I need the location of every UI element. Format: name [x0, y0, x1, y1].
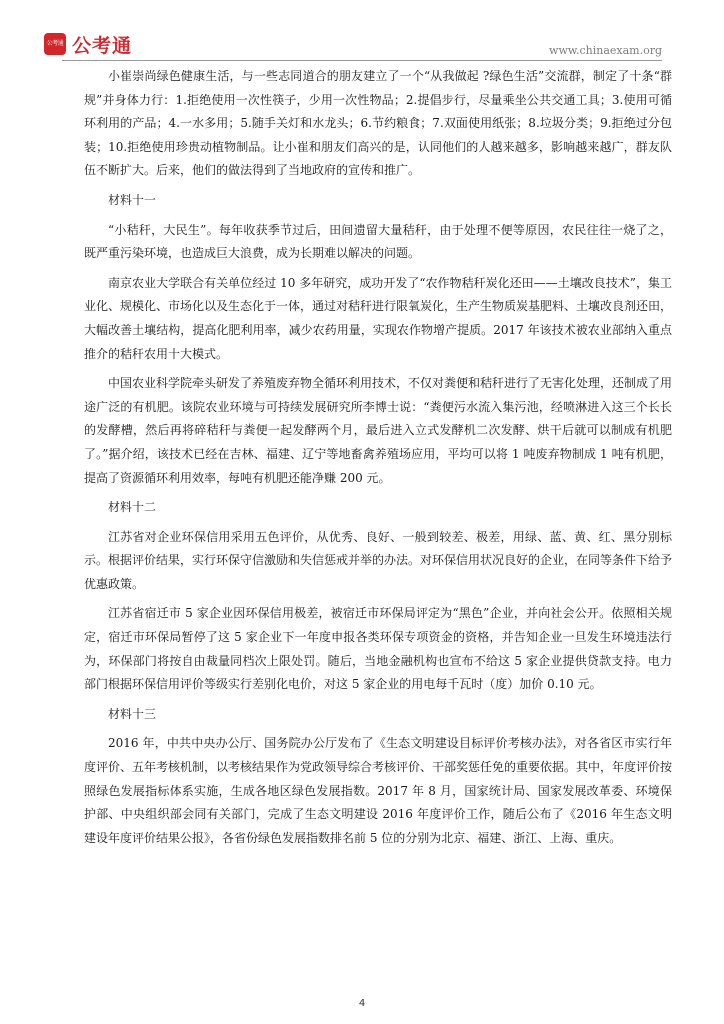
site-logo[interactable]	[44, 31, 132, 57]
paragraph: 2016 年，中共中央办公厅、国务院办公厅发布了《生态文明建设目标评价考核办法》，对各省区市实行年度评价、五年考核机制，以考核结果作为党政领导综合考核评价、干部奖惩任免的重要依据。其中，年度评价按照绿色发展指标体系实施，生成各地区绿色发展指数。2017 年 8 月，国家统计局、国家发展改革委、环境保护部、中央组织部会同有关部门，完成了生态文明建设 2016 年度评价工作，随后公布了《2016 年生态文明建设年度评价结果公报》，各省份绿色发展指数排名前 5 位的分别为北京、福建、浙江、上海、重庆。	[84, 736, 673, 845]
page-header	[0, 0, 724, 62]
logo-text: 公考通	[72, 34, 133, 57]
paragraph: 江苏省对企业环保信用采用五色评价，从优秀、良好、一般到较差、极差，用绿、蓝、黄、红、黑分别标示。根据评价结果，实行环保守信激励和失信惩戒并举的办法。对环保信用状况良好的企业，在同等条件下给予优惠政策。	[84, 529, 673, 591]
section-heading: 材料十一	[108, 192, 157, 207]
document-body	[84, 65, 672, 856]
section-heading: 材料十二	[108, 500, 157, 515]
logo-badge: 公考通	[44, 33, 66, 55]
page-number: 4	[358, 998, 366, 1009]
paragraph: 江苏省宿迁市 5 家企业因环保信用极差，被宿迁市环保局评定为“黑色”企业，并向社会公开。依照相关规定，宿迁市环保局暂停了这 5 家企业下一年度申报各类环保专项资金的资格，并告知企业一旦发生环境违法行为，环保部门将按自由裁量同档次上限处罚。随后，当地金融机构也宣布不给这 5 家企业提供贷款支持。电力部门根据环保信用评价等级实行差别化电价，对这 5 家企业的用电每千瓦时（度）加价 0.10 元。	[84, 606, 672, 692]
site-url[interactable]: www.chinaexam.org	[549, 44, 662, 57]
section-heading: 材料十三	[108, 706, 157, 721]
paragraph: 小崔崇尚绿色健康生活，与一些志同道合的朋友建立了一个“从我做起 ?绿色生活”交流群，制定了十条“群规”并身体力行：1.拒绝使用一次性筷子，少用一次性物品；2.提倡步行，尽量乘坐公共交通工具；3.使用可循环利用的产品；4.一水多用；5.随手关灯和水龙头；6.节约粮食；7.双面使用纸张；8.垃圾分类；9.拒绝过分包装；10.拒绝使用珍贵动植物制品。让小崔和朋友们高兴的是，认同他们的人越来越多，影响越来越广，群友队伍不断扩大。后来，他们的做法得到了当地政府的宣传和推广。	[84, 69, 672, 178]
paragraph: “小秸秆，大民生”。每年收获季节过后，田间遗留大量秸秆，由于处理不便等原因，农民往往一烧了之，既严重污染环境，也造成巨大浪费，成为长期难以解决的问题。	[84, 222, 672, 261]
paragraph: 南京农业大学联合有关单位经过 10 多年研究，成功开发了“农作物秸秆炭化还田——土壤改良技术”，集工业化、规模化、市场化以及生态化于一体，通过对秸秆进行限氧炭化，生产生物质炭基肥料、土壤改良剂还田，大幅改善土壤结构，提高化肥利用率，减少农药用量，实现农作物增产提质。2017 年该技术被农业部纳入重点推介的秸秆农用十大模式。	[84, 275, 673, 361]
header-divider	[62, 60, 662, 61]
paragraph: 中国农业科学院牵头研发了养殖废弃物全循环利用技术，不仅对粪便和秸秆进行了无害化处理，还制成了用途广泛的有机肥。该院农业环境与可持续发展研究所李博士说：“粪便污水流入集污池，经喷淋进入这三个长长的发酵槽，然后再将碎秸秆与粪便一起发酵两个月，最后进入立式发酵机二次发酵、烘干后就可以制成有机肥了。”据介绍，该技术已经在吉林、福建、辽宁等地畜禽养殖场应用，平均可以将 1 吨废弃物制成 1 吨有机肥，提高了资源循环利用效率，每吨有机肥还能净赚 200 元。	[84, 376, 673, 485]
